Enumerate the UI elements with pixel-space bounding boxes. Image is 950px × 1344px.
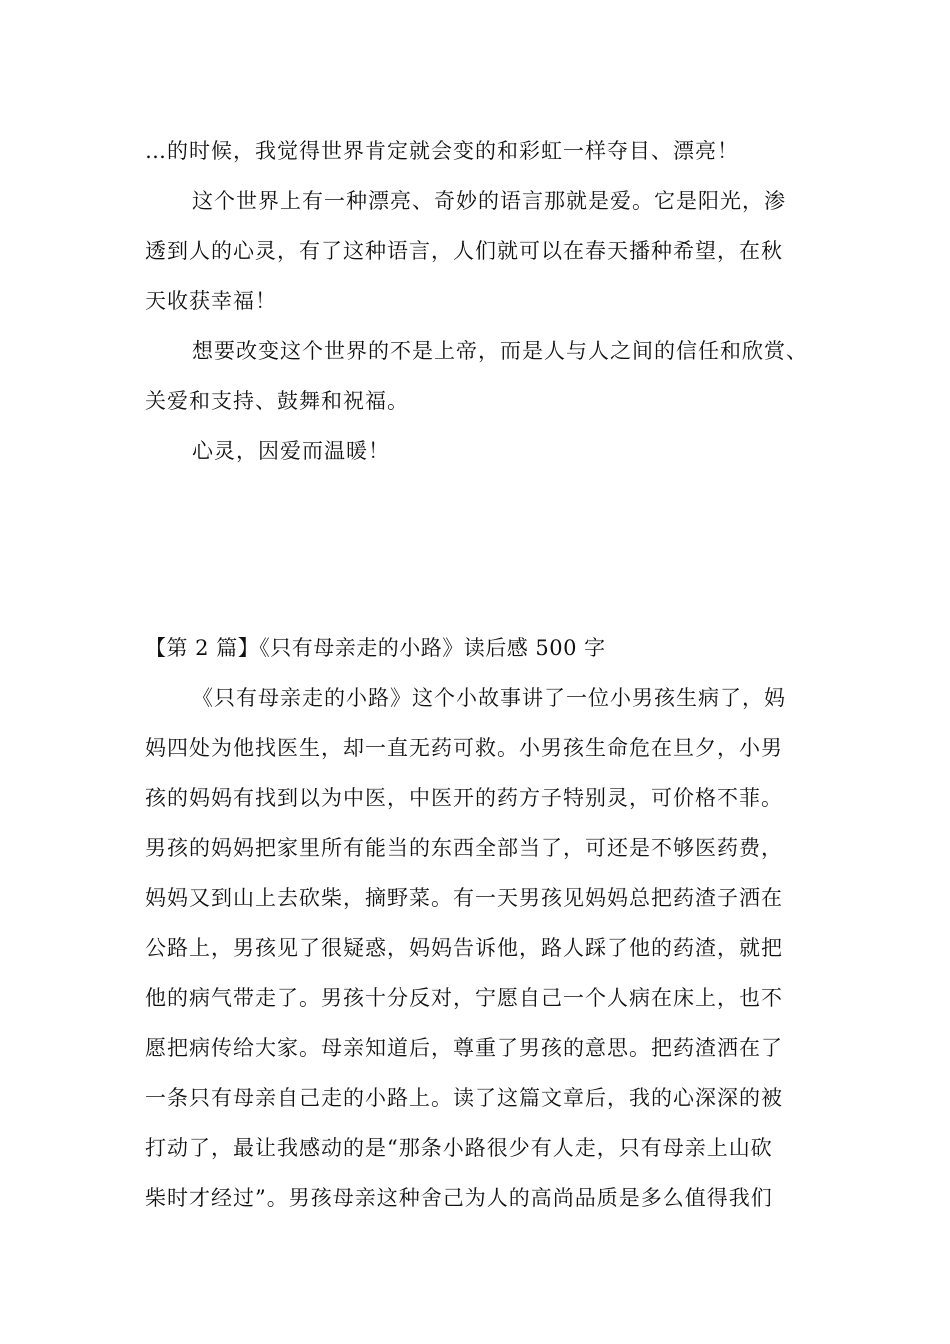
paragraph-line: 透到人的心灵，有了这种语言，人们就可以在春天播种希望，在秋 <box>145 239 783 263</box>
paragraph-line: 这个世界上有一种漂亮、奇妙的语言那就是爱。它是阳光，渗 <box>192 189 786 213</box>
paragraph-line: 他的病气带走了。男孩十分反对，宁愿自己一个人病在床上，也不 <box>145 986 783 1010</box>
paragraph-line: 《只有母亲走的小路》这个小故事讲了一位小男孩生病了，妈 <box>192 686 786 710</box>
paragraph-line: 天收获幸福！ <box>145 289 277 313</box>
paragraph-line: 柴时才经过”。男孩母亲这种舍己为人的高尚品质是多么值得我们 <box>145 1186 773 1210</box>
paragraph-line: 孩的妈妈有找到以为中医，中医开的药方子特别灵，可价格不菲。 <box>145 786 783 810</box>
paragraph-line: 关爱和支持、鼓舞和祝福。 <box>145 389 409 413</box>
section-heading: 【第 2 篇】《只有母亲走的小路》读后感 500 字 <box>145 636 606 660</box>
paragraph-line: 想要改变这个世界的不是上帝，而是人与人之间的信任和欣赏、 <box>192 339 808 363</box>
paragraph-line: 妈四处为他找医生，却一直无药可救。小男孩生命危在旦夕，小男 <box>145 736 783 760</box>
paragraph-line: 打动了，最让我感动的是“那条小路很少有人走，只有母亲上山砍 <box>145 1136 773 1160</box>
paragraph-line: 男孩的妈妈把家里所有能当的东西全部当了，可还是不够医药费， <box>145 836 783 860</box>
paragraph-line: 一条只有母亲自己走的小路上。读了这篇文章后，我的心深深的被 <box>145 1086 783 1110</box>
paragraph-line: 妈妈又到山上去砍柴，摘野菜。有一天男孩见妈妈总把药渣子洒在 <box>145 886 783 910</box>
paragraph-line: 公路上，男孩见了很疑惑，妈妈告诉他，路人踩了他的药渣，就把 <box>145 936 783 960</box>
paragraph-line: 愿把病传给大家。母亲知道后，尊重了男孩的意思。把药渣洒在了 <box>145 1036 783 1060</box>
paragraph-line: …的时候，我觉得世界肯定就会变的和彩虹一样夺目、漂亮！ <box>145 139 739 163</box>
paragraph-line: 心灵，因爱而温暖！ <box>192 439 390 463</box>
